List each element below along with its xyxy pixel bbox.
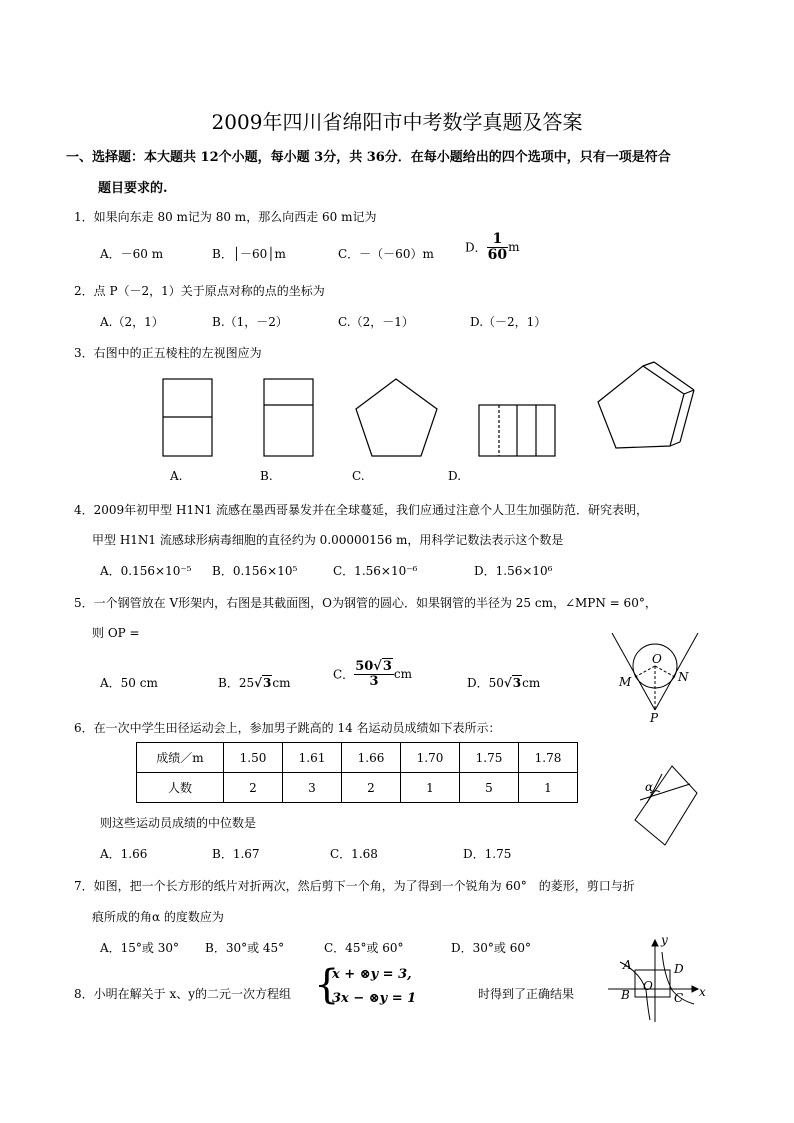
q5-d-radicand: 3 [512,676,522,690]
section-heading-cont: 题目要求的. [98,181,168,196]
q4-option-c: C．1.56×10⁻⁶ [333,564,418,578]
question-4-line2: 甲型 H1N1 流感球形病毒细胞的直径约为 0.00000156 m，用科学记数法表示这个数是 [92,533,564,547]
q5-d-prefix: D．50 [467,676,504,690]
q4-option-a: A．0.156×10⁻⁵ [100,564,192,578]
table-cell: 1.75 [460,743,519,773]
table-cell: 2 [342,773,401,803]
q5-c-num-value: 50 [355,659,374,674]
q8-fig-label-d: D [674,962,684,976]
table-cell: 1.66 [342,743,401,773]
q8-fig-label-x: x [699,985,706,999]
question-5-line1: 5．一个钢管放在 V形架内，右图是其截面图，O为钢管的圆心．如果钢管的半径为 25 cm，∠MPN = 60°， [74,596,657,610]
q1-d-unit: m [508,240,520,255]
q5-b-unit: cm [272,676,291,690]
radical-sign: √ [503,676,512,690]
q5-fig-label-n: N [678,670,689,684]
q2-option-c: C.（2，－1） [338,315,414,329]
q3-label-b: B. [260,469,273,483]
table-row-header: 成绩／m [137,743,224,773]
q2-option-d: D.（－2，1） [470,315,547,329]
table-row-header: 人数 [137,773,224,803]
q8-fig-label-o: O [643,979,653,993]
q3-label-a: A. [170,469,183,483]
table-cell: 1.50 [224,743,283,773]
table-cell: 1.78 [519,743,578,773]
q7-option-c: C．45°或 60° [324,941,404,955]
q5-fig-label-m: M [619,675,632,689]
q8-fig-label-b: B [621,988,630,1002]
question-4-line1: 4．2009年初甲型 H1N1 流感在墨西哥暴发并在全球蔓延，我们应通过注意个人卫生加强防范．研究表明， [74,503,649,517]
q6-option-b: B．1.67 [212,847,260,861]
q6-option-d: D．1.75 [463,847,512,861]
q1-option-a: A．－60 m [100,247,164,261]
q5-option-a: A．50 cm [100,676,158,690]
q1-d-numerator: 1 [487,232,508,248]
question-8-prefix: 8．小明在解关于 x、y的二元一次方程组 [74,987,291,1001]
question-5-line2: 则 OP = [92,626,140,640]
page-title: 2009年四川省绵阳市中考数学真题及答案 [211,110,583,134]
question-2: 2．点 P（－2，1）关于原点对称的点的坐标为 [74,284,325,298]
q5-fig-label-o: O [652,652,662,666]
q5-fig-label-p: P [650,711,659,725]
q8-fig-label-a: A [623,958,632,972]
q1-d-denominator: 60 [487,246,508,263]
q7-option-a: A．15°或 30° [100,941,180,955]
q5-c-denominator: 3 [369,673,379,689]
q2-option-a: A.（2，1） [100,315,164,329]
q5-d-unit: cm [522,676,541,690]
q5-b-prefix: B．25 [218,676,255,690]
q1-option-c: C．－（－60）m [338,247,434,261]
question-6: 6．在一次中学生田径运动会上，参加男子跳高的 14 名运动员成绩如下表所示： [74,721,501,735]
q7-option-d: D．30°或 60° [451,941,531,955]
table-cell: 1 [519,773,578,803]
table-cell: 1.70 [401,743,460,773]
q2-option-b: B.（1，－2） [212,315,288,329]
question-1: 1．如果向东走 80 m记为 80 m，那么向西走 60 m记为 [74,210,377,224]
q8-fig-label-c: C [674,991,684,1005]
question-7-line1: 7．如图，把一个长方形的纸片对折两次，然后剪下一个角，为了得到一个锐角为 60° 的菱形，剪口与折 [74,879,635,893]
q5-c-prefix: C． [333,667,355,682]
equation-1: x + ⊗y = 3, [332,967,412,982]
table-cell: 3 [283,773,342,803]
q6-option-a: A．1.66 [100,847,148,861]
q5-b-radicand: 3 [262,676,272,690]
equation-2: 3x − ⊗y = 1 [332,991,417,1006]
q3-label-c: C. [352,469,365,483]
question-8-suffix: 时得到了正确结果 [478,987,575,1001]
q1-d-prefix: D． [465,240,487,255]
section-heading: 一、选择题：本大题共 12个小题，每小题 3分，共 36分．在每小题给出的四个选项中，只有一项是符合 [66,150,671,165]
q6-after-text: 则这些运动员成绩的中位数是 [100,816,257,830]
equation-brace: { [314,962,340,1008]
radical-sign: √ [373,659,382,674]
radical-sign: √ [254,676,262,690]
q5-c-radicand: 3 [382,659,392,674]
q5-c-unit: cm [393,667,412,682]
q8-fig-label-y: y [661,933,668,947]
table-cell: 1.61 [283,743,342,773]
q1-option-b: B．│－60│m [212,247,286,261]
table-cell: 5 [460,773,519,803]
table-cell: 1 [401,773,460,803]
q6-fig-label-alpha: α [645,780,654,794]
q6-option-c: C．1.68 [330,847,378,861]
table-cell: 2 [224,773,283,803]
q3-label-d: D. [448,469,462,483]
question-3: 3．右图中的正五棱柱的左视图应为 [74,346,262,360]
q7-option-b: B．30°或 45° [205,941,285,955]
q4-option-b: B．0.156×10⁵ [212,564,298,578]
question-7-line2: 痕所成的角α 的度数应为 [92,910,224,924]
q4-option-d: D．1.56×10⁶ [474,564,553,578]
